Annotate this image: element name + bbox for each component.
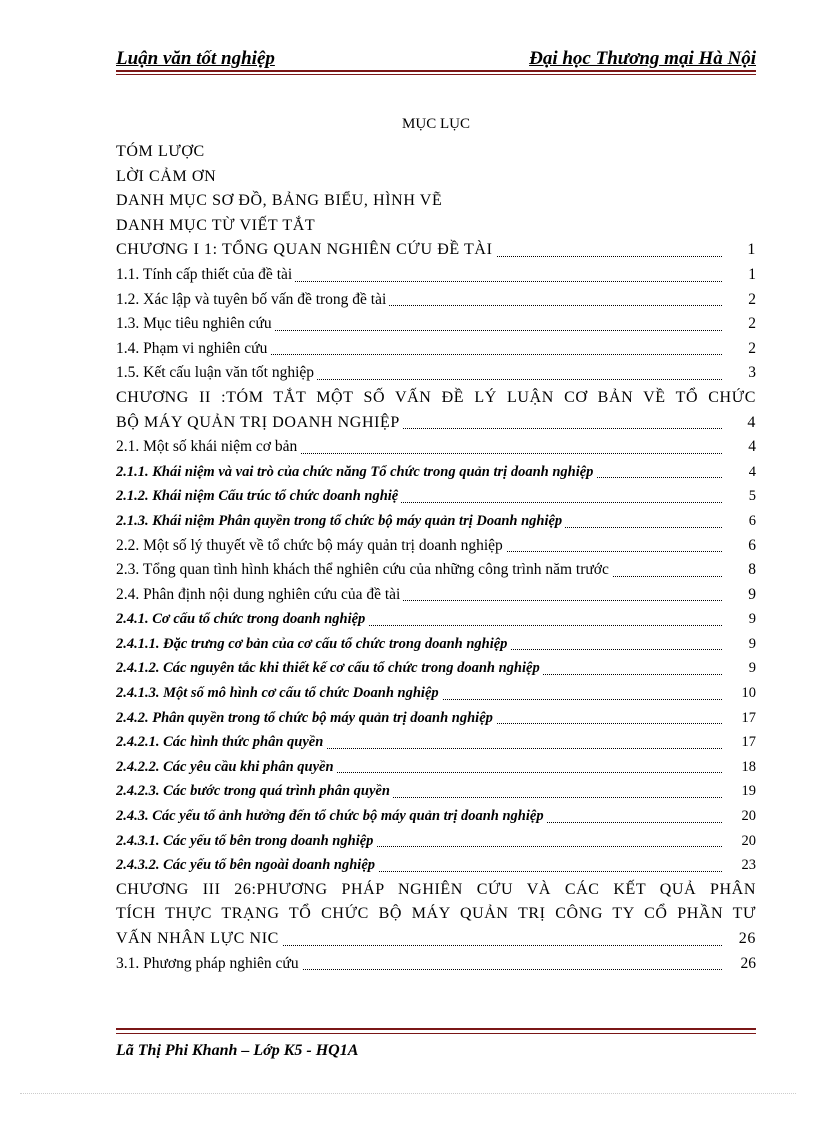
toc-entry[interactable] xyxy=(116,927,756,952)
header-rule-thin xyxy=(116,74,756,75)
page-header xyxy=(116,48,756,72)
page-number: 17 xyxy=(726,706,756,731)
toc-entry[interactable] xyxy=(116,681,756,706)
toc-entry-text: 2.4.3.1. Các yếu tố bên trong doanh nghiệp xyxy=(116,833,376,849)
toc-entry-text: 2.4. Phân định nội dung nghiên cứu của đề tài xyxy=(116,586,403,603)
toc-entry[interactable] xyxy=(116,755,756,780)
chapter3-title-line2[interactable]: TÍCH THỰC TRẠNG TỔ CHỨC BỘ MÁY QUẢN TRỊ CÔNG TY CỔ PHẦN TƯ xyxy=(116,905,756,923)
toc-entry[interactable] xyxy=(116,312,756,337)
chapter2-title-line2: BỘ MÁY QUẢN TRỊ DOANH NGHIỆP xyxy=(116,414,403,431)
front-item[interactable]: LỜI CẢM ƠN xyxy=(116,167,217,185)
page-number: 18 xyxy=(726,755,756,780)
toc-entry[interactable] xyxy=(116,829,756,854)
page-number: 3 xyxy=(726,361,756,386)
page-number: 1 xyxy=(726,263,756,288)
toc-entry-text: 2.4.2.1. Các hình thức phân quyền xyxy=(116,734,326,750)
toc-entry[interactable] xyxy=(116,632,756,657)
footer-rule-thin xyxy=(116,1033,756,1034)
toc-entry-text: 1.1. Tính cấp thiết của đề tài xyxy=(116,266,295,283)
toc-entry[interactable] xyxy=(116,952,756,977)
page-number: 20 xyxy=(726,804,756,829)
toc-entry[interactable] xyxy=(116,288,756,313)
toc-entry-text: 2.4.1.2. Các nguyên tắc khi thiết kế cơ cấu tổ chức trong doanh nghiệp xyxy=(116,660,543,676)
front-item[interactable]: TÓM LƯỢC xyxy=(116,143,205,160)
page-number: 9 xyxy=(726,632,756,657)
toc-entry-text: 3.1. Phương pháp nghiên cứu xyxy=(116,955,302,972)
toc-entry-text: 1.2. Xác lập và tuyên bố vấn đề trong đề tài xyxy=(116,291,389,308)
page-number: 5 xyxy=(726,484,756,509)
page-number: 23 xyxy=(726,853,756,878)
toc-entry[interactable] xyxy=(116,411,756,436)
toc-entry-text: 1.4. Phạm vi nghiên cứu xyxy=(116,340,270,357)
page-number: 20 xyxy=(726,829,756,854)
toc-entry[interactable] xyxy=(116,460,756,485)
toc-entry[interactable] xyxy=(116,558,756,583)
toc-entry-text: 2.2. Một số lý thuyết về tổ chức bộ máy quản trị doanh nghiệp xyxy=(116,537,506,554)
toc-entry-text: 2.4.1. Cơ cấu tổ chức trong doanh nghiệp xyxy=(116,611,368,627)
page-number: 4 xyxy=(726,411,756,436)
toc-entry[interactable] xyxy=(116,779,756,804)
page-number: 2 xyxy=(726,312,756,337)
toc-entry[interactable] xyxy=(116,337,756,362)
page-number: 2 xyxy=(726,337,756,362)
toc-entry-text: 2.1.2. Khái niệm Cấu trúc tổ chức doanh nghiệ xyxy=(116,488,401,504)
header-rule xyxy=(116,70,756,72)
toc-entry[interactable] xyxy=(116,435,756,460)
toc-entry[interactable] xyxy=(116,361,756,386)
toc-entry[interactable] xyxy=(116,656,756,681)
page-number: 10 xyxy=(726,681,756,706)
header-right: Đại học Thương mại Hà Nội xyxy=(529,48,756,69)
footer-rule xyxy=(116,1028,756,1030)
toc-entry[interactable] xyxy=(116,509,756,534)
toc-entry[interactable] xyxy=(116,583,756,608)
table-of-contents xyxy=(116,140,756,976)
toc-entry-text: 2.1. Một số khái niệm cơ bản xyxy=(116,438,300,455)
toc-entry-text: 2.4.3.2. Các yếu tố bên ngoài doanh nghiệp xyxy=(116,857,378,873)
chapter3-title-line1[interactable]: CHƯƠNG III 26:PHƯƠNG PHÁP NGHIÊN CỨU VÀ CÁC KẾT QUẢ PHÂN xyxy=(116,880,756,898)
page-number: 17 xyxy=(726,730,756,755)
toc-entry[interactable] xyxy=(116,534,756,559)
toc-entry[interactable] xyxy=(116,853,756,878)
chapter2-title-line1[interactable]: CHƯƠNG II :TÓM TẮT MỘT SỐ VẤN ĐỀ LÝ LUẬN CƠ BẢN VỀ TỔ CHỨC xyxy=(116,388,756,406)
toc-entry[interactable] xyxy=(116,263,756,288)
page-number: 1 xyxy=(726,238,756,263)
page-number: 4 xyxy=(726,435,756,460)
toc-entry-text: 1.5. Kết cấu luận văn tốt nghiệp xyxy=(116,364,317,381)
toc-entry-text: 2.1.3. Khái niệm Phân quyền trong tổ chức bộ máy quản trị Doanh nghiệp xyxy=(116,513,565,529)
toc-entry-text: 2.3. Tổng quan tình hình khách thể nghiên cứu của những công trình năm trước xyxy=(116,561,612,578)
toc-entry[interactable] xyxy=(116,607,756,632)
page-footer: Lã Thị Phi Khanh – Lớp K5 - HQ1A xyxy=(116,1042,359,1059)
page-number: 9 xyxy=(726,607,756,632)
toc-entry-text: 1.3. Mục tiêu nghiên cứu xyxy=(116,315,275,332)
toc-entry-text: 2.4.2.2. Các yêu cầu khi phân quyền xyxy=(116,759,337,775)
page-number: 6 xyxy=(726,509,756,534)
toc-entry[interactable] xyxy=(116,484,756,509)
toc-entry[interactable] xyxy=(116,238,756,263)
toc-entry-text: 2.1.1. Khái niệm và vai trò của chức năng Tổ chức trong quản trị doanh nghiệp xyxy=(116,464,596,480)
toc-entry[interactable] xyxy=(116,706,756,731)
page-number: 9 xyxy=(726,656,756,681)
page-number: 8 xyxy=(726,558,756,583)
front-item[interactable]: DANH MỤC TỪ VIẾT TẮT xyxy=(116,216,316,234)
front-item[interactable]: DANH MỤC SƠ ĐỒ, BẢNG BIỂU, HÌNH VẼ xyxy=(116,192,443,210)
toc-entry-text: 2.4.1.3. Một số mô hình cơ cấu tổ chức Doanh nghiệp xyxy=(116,685,442,701)
toc-entry-text: 2.4.3. Các yếu tố ảnh hưởng đến tổ chức bộ máy quản trị doanh nghiệp xyxy=(116,808,547,824)
toc-entry-text: CHƯƠNG I 1: TỔNG QUAN NGHIÊN CỨU ĐỀ TÀI xyxy=(116,241,496,258)
toc-entry-text: 2.4.2. Phân quyền trong tổ chức bộ máy quản trị doanh nghiệp xyxy=(116,710,496,726)
toc-entry[interactable] xyxy=(116,730,756,755)
page-number: 26 xyxy=(726,952,756,977)
page-edge xyxy=(20,1093,796,1094)
toc-entry-text: 2.4.2.3. Các bước trong quá trình phân quyền xyxy=(116,783,393,799)
page-number: 19 xyxy=(726,779,756,804)
page-number: 4 xyxy=(726,460,756,485)
header-left: Luận văn tốt nghiệp xyxy=(116,48,275,69)
page-number: 26 xyxy=(726,927,756,952)
toc-entry[interactable] xyxy=(116,804,756,829)
page-number: 9 xyxy=(726,583,756,608)
page-number: 2 xyxy=(726,288,756,313)
toc-title: MỤC LỤC xyxy=(402,116,470,132)
chapter3-title-line3: VẤN NHÂN LỰC NIC xyxy=(116,930,282,947)
page-number: 6 xyxy=(726,534,756,559)
toc-entry-text: 2.4.1.1. Đặc trưng cơ bản của cơ cấu tổ chức trong doanh nghiệp xyxy=(116,636,510,652)
